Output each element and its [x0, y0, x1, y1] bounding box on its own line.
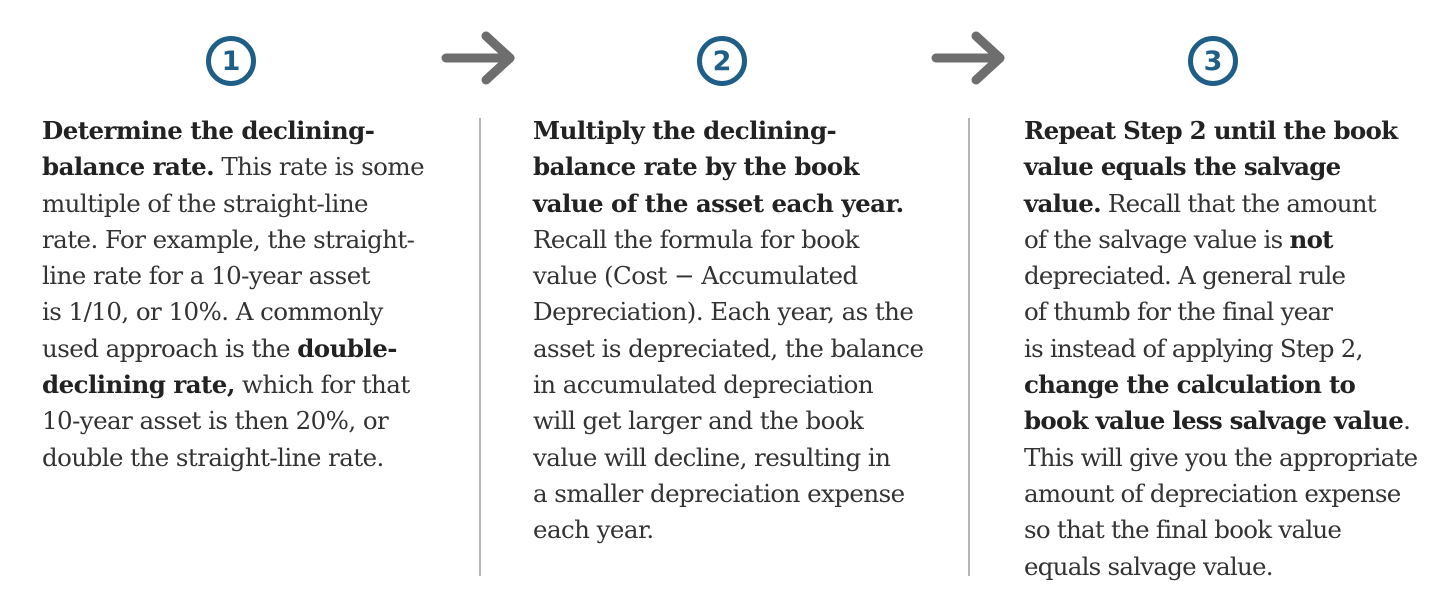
text-line: [1024, 222, 1417, 258]
body-text: of thumb for the final year: [1024, 297, 1333, 327]
text-line: [1024, 113, 1417, 149]
column-divider: [479, 118, 481, 576]
body-text: This rate is some: [214, 152, 425, 182]
body-text: Depreciation). Each year, as the: [533, 297, 914, 327]
text-line: [1024, 549, 1417, 585]
body-text: each year.: [533, 515, 654, 545]
text-line: [533, 113, 923, 149]
body-text: value will decline, resulting in: [533, 442, 891, 472]
text-line: [42, 440, 424, 476]
bold-text: Multiply the declining-: [533, 116, 837, 145]
text-line: [1024, 331, 1417, 367]
text-line: [533, 331, 923, 367]
text-line: [1024, 403, 1417, 439]
bold-text: value.: [1024, 188, 1101, 218]
text-line: [42, 113, 424, 149]
body-text: used approach is the: [42, 333, 298, 363]
text-line: [533, 367, 923, 403]
text-line: [1024, 258, 1417, 294]
body-text: of the salvage value is: [1024, 224, 1290, 254]
step-3-number: 3: [1188, 36, 1238, 86]
body-text: depreciated. A general rule: [1024, 261, 1346, 291]
text-line: [42, 149, 424, 185]
body-text: will get larger and the book: [533, 406, 864, 436]
text-line: [533, 222, 923, 258]
text-line: [533, 186, 923, 222]
text-line: [42, 367, 424, 403]
arrow-right-icon: [440, 28, 520, 88]
body-text: This will give you the appropriate: [1024, 442, 1418, 472]
body-text: .: [1403, 406, 1411, 436]
bold-text: Repeat Step 2 until the book: [1024, 116, 1398, 145]
text-line: [1024, 367, 1417, 403]
text-line: [1024, 294, 1417, 330]
text-line: [42, 294, 424, 330]
text-line: [533, 512, 923, 548]
arrow-right-icon: [930, 28, 1010, 88]
bold-text: declining rate,: [42, 370, 235, 400]
text-line: [533, 258, 923, 294]
text-line: [533, 294, 923, 330]
text-line: [1024, 512, 1417, 548]
text-line: [42, 222, 424, 258]
body-text: so that the final book value: [1024, 515, 1342, 545]
step-2-text: [533, 113, 923, 549]
column-divider: [968, 118, 970, 576]
body-text: double the straight-line rate.: [42, 442, 384, 472]
body-text: value (Cost − Accumulated: [533, 261, 858, 291]
body-text: is instead of applying Step 2,: [1024, 333, 1363, 363]
step-1-text: [42, 113, 424, 476]
body-text: Recall that the amount: [1100, 188, 1376, 218]
bold-text: value of the asset each year.: [533, 188, 904, 218]
body-text: asset is depreciated, the balance: [533, 333, 924, 363]
bold-text: change the calculation to: [1024, 370, 1356, 400]
bold-text: not: [1289, 224, 1333, 254]
body-text: 10-year asset is then 20%, or: [42, 406, 389, 436]
body-text: in accumulated depreciation: [533, 370, 874, 400]
text-line: [533, 440, 923, 476]
text-line: [533, 476, 923, 512]
bold-text: balance rate by the book: [533, 152, 859, 182]
text-line: [1024, 440, 1417, 476]
body-text: rate. For example, the straight-: [42, 224, 415, 254]
body-text: line rate for a 10-year asset: [42, 261, 370, 291]
step-2-number: 2: [697, 36, 747, 86]
body-text: multiple of the straight-line: [42, 188, 369, 218]
text-line: [42, 331, 424, 367]
text-line: [42, 403, 424, 439]
bold-text: value equals the salvage: [1024, 152, 1341, 182]
step-1-number: 1: [206, 36, 256, 86]
body-text: amount of depreciation expense: [1024, 478, 1401, 508]
text-line: [533, 403, 923, 439]
body-text: equals salvage value.: [1024, 551, 1273, 581]
text-line: [42, 258, 424, 294]
text-line: [42, 186, 424, 222]
bold-text: book value less salvage value: [1024, 406, 1404, 436]
body-text: which for that: [234, 370, 410, 400]
text-line: [1024, 149, 1417, 185]
text-line: [533, 149, 923, 185]
bold-text: balance rate.: [42, 152, 215, 182]
bold-text: double-: [297, 333, 397, 363]
bold-text: Determine the declining-: [42, 116, 375, 145]
step-3-text: [1024, 113, 1417, 585]
body-text: a smaller depreciation expense: [533, 478, 905, 508]
text-line: [1024, 476, 1417, 512]
text-line: [1024, 186, 1417, 222]
body-text: Recall the formula for book: [533, 224, 859, 254]
body-text: is 1/10, or 10%. A commonly: [42, 297, 383, 327]
